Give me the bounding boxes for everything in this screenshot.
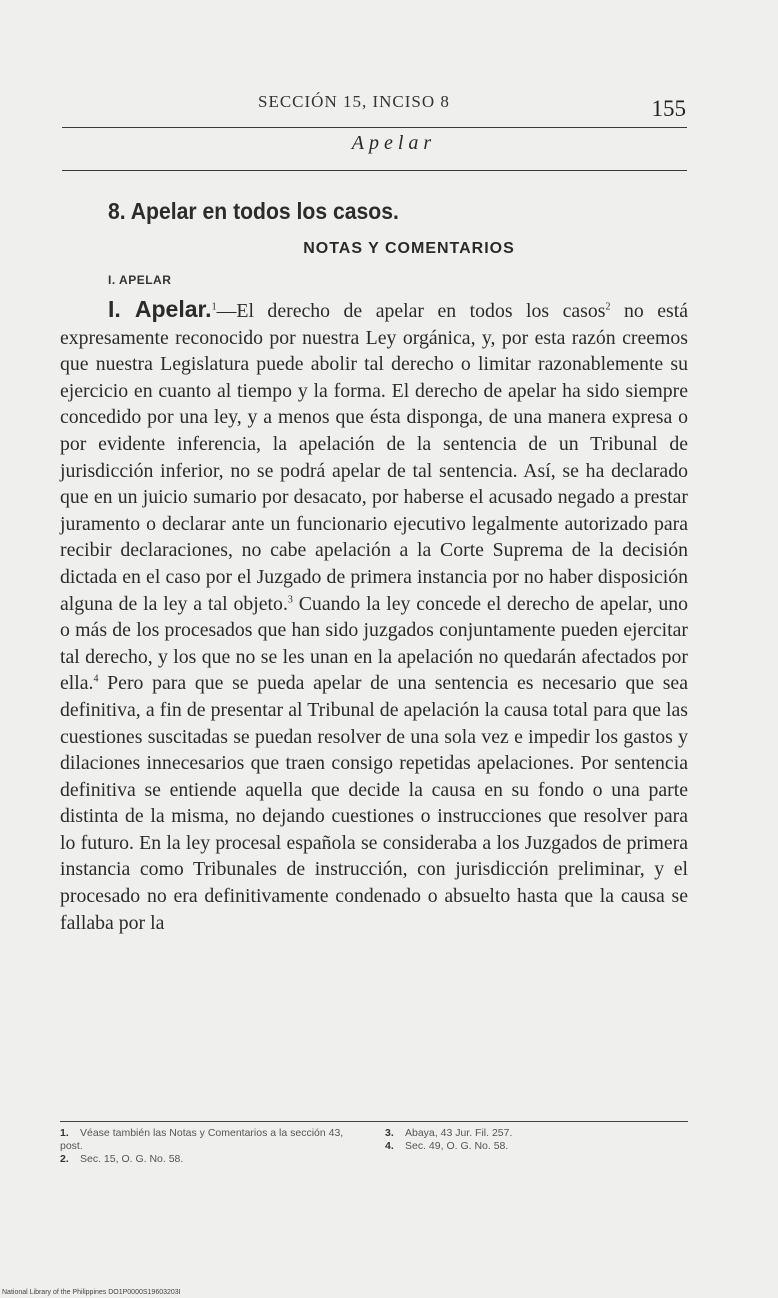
running-topic: Apelar — [351, 132, 437, 154]
section-heading-number: 8. — [108, 198, 126, 224]
footnote-rule — [60, 1121, 688, 1122]
library-credit: National Library of the Philippines DO1P0000S19603203I — [2, 1289, 181, 1296]
footnote-text: Sec. 15, O. G. No. 58. — [80, 1153, 184, 1165]
footnote-number: 1. — [60, 1127, 69, 1139]
body-segment: —El derecho de apelar en todos los casos — [216, 300, 606, 322]
footnote-ref: 2 — [605, 301, 611, 313]
footnote-ref: 4 — [93, 673, 99, 685]
body-segment: Pero para que se pueda apelar de una sentencia es necesario que sea definitiva, a fin de presentar al Tribunal de apelación la causa total para que las cuestiones suscitadas se puedan resolver de una sola vez e impedir los gastos y dilaciones innecesarios que traen consigo repetidas apelaciones. Por sentencia definitiva se entiende aquella que decide la causa en su fondo o una parte distinta de la misma, no dejando cuestiones o instrucciones que resolver para lo futuro. En la ley procesal española se consideraba a los Juzgados de primera instancia como Tribunales de instrucción, con jurisdicción preliminar, y el procesado no era definitivamente condenado o absuelto hasta que la causa se fallaba por la — [60, 672, 688, 934]
footnotes-left-column — [60, 1127, 350, 1166]
footnote-ref: 3 — [287, 593, 293, 605]
notes-heading: NOTAS Y COMENTARIOS — [303, 240, 515, 257]
footnote-number: 2. — [60, 1153, 69, 1165]
footnote-number: 3. — [385, 1127, 394, 1139]
section-heading-title: Apelar en todos los casos. — [130, 198, 399, 224]
section-label: SECCIÓN 15, INCISO 8 — [258, 92, 450, 111]
footnote-number: 4. — [385, 1140, 394, 1152]
minor-heading: I. APELAR — [108, 273, 172, 287]
running-head — [62, 92, 692, 122]
header-rule-top — [62, 127, 687, 128]
body-text — [60, 296, 688, 936]
footnote — [385, 1127, 685, 1140]
footnote-ref: 1 — [211, 301, 217, 313]
footnotes-right-column — [385, 1127, 685, 1153]
body-segment: no está expresamente reconocido por nuestra Ley orgánica, y, por esta razón creemos que nuestra Legislatura puede abolir tal derecho o limitar razonablemente su ejercicio en cuanto al tiempo y la forma. El derecho de apelar ha sido siempre concedido por una ley, y a menos que ésta disponga, de una manera expresa o por evidente inferencia, la apelación de la sentencia de un Tribunal de jurisdicción inferior, no se podrá apelar de tal sentencia. Así, se ha declarado que en un juicio sumario por desacato, por haberse el acusado negado a prestar juramento o declarar ante un funcionario ejecutivo legalmente autorizado para recibir declaraciones, no cabe apelación a la Corte Suprema de la decisión dictada en el caso por el Juzgado de primera instancia por no haber disposición alguna de la ley a tal objeto. — [60, 300, 688, 615]
paragraph — [60, 296, 688, 936]
header-rule-bottom — [62, 170, 687, 171]
footnote-text: Sec. 49, O. G. No. 58. — [405, 1140, 509, 1152]
section-heading — [108, 198, 399, 225]
footnote — [60, 1153, 350, 1166]
page-number: 155 — [651, 96, 686, 121]
footnote-text: Véase también las Notas y Comentarios a la sección 43, post. — [60, 1127, 344, 1152]
footnote-text: Abaya, 43 Jur. Fil. 257. — [405, 1127, 513, 1139]
footnote — [385, 1140, 685, 1153]
body-segment: Cuando la ley concede el derecho de apelar, uno o más de los procesados que han sido juzgados conjuntamente pueden ejercitar tal derecho, y los que no se les unan en la apelación no quedarán afectados por ella. — [60, 592, 688, 695]
paragraph-lead: I. Apelar. — [108, 296, 212, 322]
footnote — [60, 1127, 350, 1153]
